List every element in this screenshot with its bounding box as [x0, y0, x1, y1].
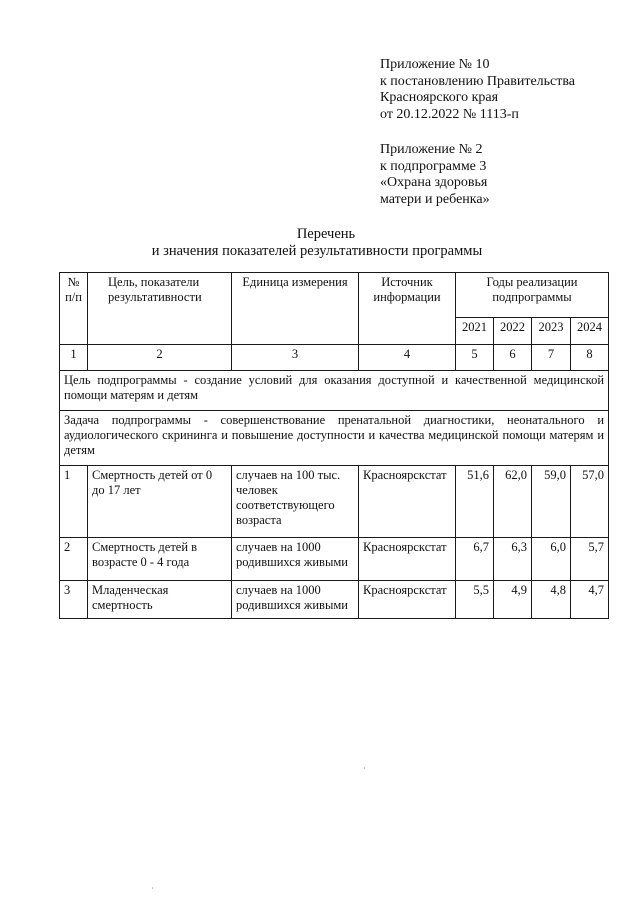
row-unit: случаев на 1000 родившихся живыми	[232, 538, 359, 581]
header-years-group: Годы реализации подпрограммы	[456, 273, 609, 318]
column-number: 4	[359, 345, 456, 371]
row-unit: случаев на 1000 родившихся живыми	[232, 581, 359, 619]
column-number: 5	[456, 345, 494, 371]
appendix-main-line1: Приложение № 10	[380, 57, 490, 72]
indicators-table	[59, 272, 609, 619]
task-text: Задача подпрограммы - совершенствование пренатальной диагностики, неонатального и аудиологического скрининга и повышение доступности и качества медицинской помощи матерям и детям	[60, 411, 609, 466]
table-row	[60, 466, 609, 538]
row-value: 4,7	[571, 581, 609, 619]
row-value: 6,3	[494, 538, 532, 581]
appendix-sub-block	[380, 142, 490, 208]
row-value: 6,7	[456, 538, 494, 581]
row-indicator: Младенческая смертность	[88, 581, 232, 619]
title-line1: Перечень	[296, 226, 356, 242]
table-row	[60, 581, 609, 619]
header-year: 2022	[494, 318, 532, 345]
appendix-sub-line2: к подпрограмме 3	[380, 158, 487, 174]
appendix-main-line3: Красноярского края	[380, 90, 499, 105]
row-source: Красноярскстат	[359, 538, 456, 581]
row-unit: случаев на 100 тыс. человек соответствующего возраста	[232, 466, 359, 538]
table-row	[60, 538, 609, 581]
title-line2: и значения показателей результативности программы	[151, 243, 483, 259]
appendix-main-block	[380, 57, 575, 123]
header-source: Источник информации	[359, 273, 456, 345]
row-num: 2	[60, 538, 88, 581]
column-number: 6	[494, 345, 532, 371]
appendix-sub-line3: «Охрана здоровья	[380, 175, 488, 190]
row-indicator: Смертность детей в возрасте 0 - 4 года	[88, 538, 232, 581]
row-value: 59,0	[532, 466, 571, 538]
header-year: 2024	[571, 318, 609, 345]
appendix-main-line4: от 20.12.2022 № 1113-п	[380, 106, 519, 122]
row-num: 1	[60, 466, 88, 538]
row-value: 5,7	[571, 538, 609, 581]
header-goal: Цель, показатели результативности	[88, 273, 232, 345]
scan-speck: ·	[363, 764, 366, 773]
row-value: 51,6	[456, 466, 494, 538]
table-header-row	[60, 273, 609, 318]
document-title	[0, 226, 634, 260]
task-row	[60, 411, 609, 466]
goal-row	[60, 371, 609, 411]
header-num: № п/п	[60, 273, 88, 345]
row-value: 4,9	[494, 581, 532, 619]
header-unit: Единица измерения	[232, 273, 359, 345]
column-number-row	[60, 345, 609, 371]
goal-text: Цель подпрограммы - создание условий для оказания доступной и качественной медицинской помощи матерям и детям	[60, 371, 609, 411]
appendix-main-line2: к постановлению Правительства	[380, 73, 576, 89]
row-value: 4,8	[532, 581, 571, 619]
header-year: 2021	[456, 318, 494, 345]
row-value: 6,0	[532, 538, 571, 581]
row-num: 3	[60, 581, 88, 619]
appendix-sub-line4: матери и ребенка»	[380, 191, 490, 207]
column-number: 8	[571, 345, 609, 371]
row-source: Красноярскстат	[359, 466, 456, 538]
scan-speck: ·	[151, 884, 154, 893]
column-number: 7	[532, 345, 571, 371]
row-value: 5,5	[456, 581, 494, 619]
column-number: 2	[88, 345, 232, 371]
row-source: Красноярскстат	[359, 581, 456, 619]
row-indicator: Смертность детей от 0 до 17 лет	[88, 466, 232, 538]
column-number: 3	[232, 345, 359, 371]
appendix-sub-line1: Приложение № 2	[380, 142, 483, 157]
column-number: 1	[60, 345, 88, 371]
row-value: 57,0	[571, 466, 609, 538]
row-value: 62,0	[494, 466, 532, 538]
header-year: 2023	[532, 318, 571, 345]
